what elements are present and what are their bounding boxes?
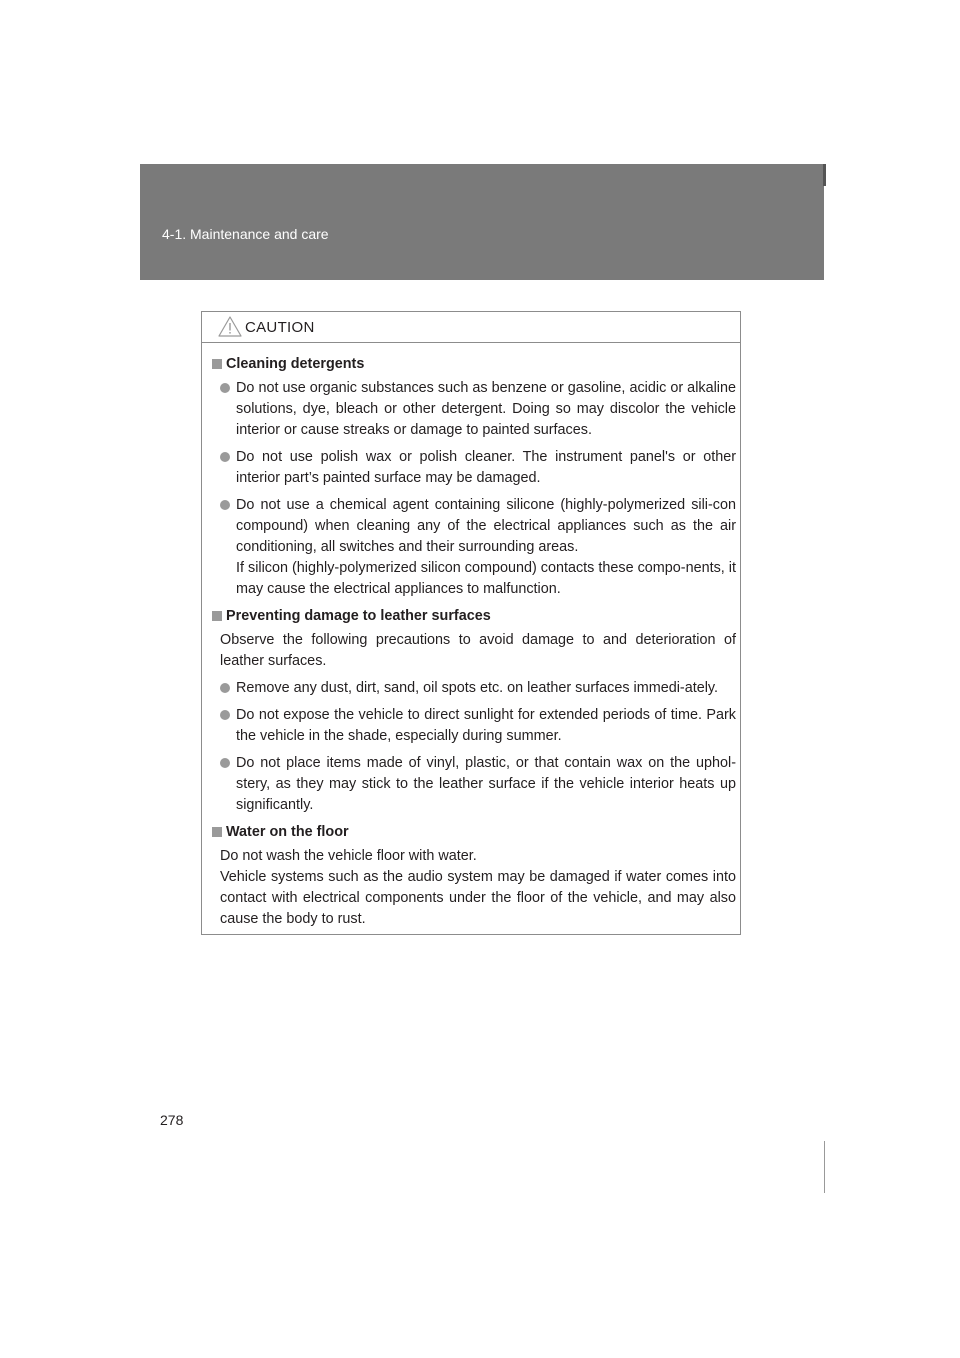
circle-bullet-icon xyxy=(220,452,230,462)
caution-header xyxy=(202,312,740,343)
margin-rule xyxy=(824,1141,825,1193)
section-leather-surfaces xyxy=(212,606,736,816)
circle-bullet-icon xyxy=(220,683,230,693)
header-tab-marker xyxy=(823,164,826,186)
list-item: Do not place items made of vinyl, plastic, or that contain wax on the uphol-stery, as they may stick to the leather surface if the vehicle interior heats up significantly. xyxy=(220,753,736,816)
list-item: Do not use a chemical agent containing silicone (highly-polymerized sili-con compound) when cleaning any of the electrical appliances such as the air conditioning, all switches and their surrounding areas. If silicon (highly-polymerized silicon compound) contacts these compo-nents, it may cause the electrical appliances to malfunction. xyxy=(220,495,736,600)
section-water-on-floor xyxy=(212,822,736,930)
section-cleaning-detergents xyxy=(212,354,736,600)
circle-bullet-icon xyxy=(220,500,230,510)
square-bullet-icon xyxy=(212,359,222,369)
section-title: 4-1. Maintenance and care xyxy=(162,226,329,242)
section-heading: Cleaning detergents xyxy=(212,354,736,375)
circle-bullet-icon xyxy=(220,710,230,720)
square-bullet-icon xyxy=(212,827,222,837)
caution-box xyxy=(201,311,741,935)
section-heading: Preventing damage to leather surfaces xyxy=(212,606,736,627)
list-item: Do not use organic substances such as benzene or gasoline, acidic or alkaline solutions, dye, bleach or other detergent. Doing so may discolor the vehicle interior or cause streaks or damage to painted surfaces. xyxy=(220,378,736,441)
caution-body xyxy=(202,343,740,930)
list-item: Do not expose the vehicle to direct sunlight for extended periods of time. Park the vehicle in the shade, especially during summer. xyxy=(220,705,736,747)
list-item: Remove any dust, dirt, sand, oil spots etc. on leather surfaces immedi-ately. xyxy=(220,678,736,699)
page-header-band xyxy=(140,164,824,280)
section-paragraph: Vehicle systems such as the audio system may be damaged if water comes into contact with electrical components under the floor of the vehicle, and may also cause the body to rust. xyxy=(220,869,736,927)
circle-bullet-icon xyxy=(220,383,230,393)
section-paragraph: Do not wash the vehicle floor with water. xyxy=(220,848,477,864)
caution-title: CAUTION xyxy=(245,319,315,336)
page-number: 278 xyxy=(160,1112,184,1128)
square-bullet-icon xyxy=(212,611,222,621)
warning-triangle-icon xyxy=(218,316,242,337)
section-heading: Water on the floor xyxy=(212,822,736,843)
list-item: Do not use polish wax or polish cleaner. The instrument panel's or other interior part’s painted surface may be damaged. xyxy=(220,447,736,489)
circle-bullet-icon xyxy=(220,758,230,768)
section-intro: Observe the following precautions to avoid damage to and deterioration of leather surfaces. xyxy=(220,632,736,669)
